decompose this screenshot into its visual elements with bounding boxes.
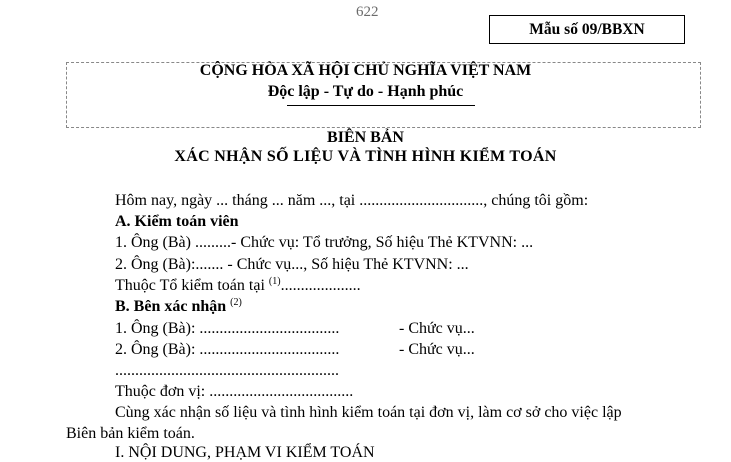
form-code-box — [489, 15, 685, 44]
confirm-text-line-2: Biên bản kiểm toán. — [66, 425, 195, 442]
auditor-line-1: 1. Ông (Bà) .........- Chức vụ: Tổ trưởng, Số hiệu Thẻ KTVNN: ... — [115, 234, 534, 251]
confirmer-role-2: - Chức vụ... — [399, 341, 475, 358]
country-name: CỘNG HÒA XÃ HỘI CHỦ NGHĨA VIỆT NAM — [199, 62, 532, 79]
auditor-line-2: 2. Ông (Bà):....... - Chức vụ..., Số hiệu Thẻ KTVNN: ... — [115, 256, 469, 273]
motto-underline — [287, 105, 475, 106]
footnote-ref-1: (1) — [268, 276, 281, 287]
audit-team-line — [115, 277, 361, 295]
audit-team-label: Thuộc Tổ kiểm toán tại — [115, 277, 269, 294]
form-code: Mẫu số 09/BBXN — [529, 20, 645, 38]
confirm-text-line-1: Cùng xác nhận số liệu và tình hình kiểm toán tại đơn vị, làm cơ sở cho việc lập — [115, 404, 622, 421]
document-title: BIÊN BẢN — [327, 129, 404, 146]
section-b-heading-line — [115, 298, 242, 316]
unit-line: Thuộc đơn vị: .................................... — [115, 383, 354, 400]
confirmer-name-2: 2. Ông (Bà): ................................... — [115, 341, 340, 358]
national-motto: Độc lập - Tự do - Hạnh phúc — [267, 83, 464, 100]
confirmer-name-1: 1. Ông (Bà): ................................... — [115, 320, 340, 337]
section-b-heading: B. Bên xác nhận — [115, 298, 231, 315]
intro-line: Hôm nay, ngày ... tháng ... năm ..., tại ..............................., chúng tôi gồm: — [115, 192, 589, 209]
section-1-heading: I. NỘI DUNG, PHẠM VI KIỂM TOÁN — [115, 444, 375, 461]
section-a-heading: A. Kiểm toán viên — [115, 213, 239, 230]
document-subtitle: XÁC NHẬN SỐ LIỆU VÀ TÌNH HÌNH KIỂM TOÁN — [174, 148, 557, 165]
footnote-ref-2: (2) — [230, 297, 242, 308]
audit-team-dots: .................... — [280, 277, 361, 294]
page-number: 622 — [356, 4, 379, 20]
confirmer-role-1: - Chức vụ... — [399, 320, 475, 337]
dotted-line: ........................................................ — [115, 362, 339, 379]
